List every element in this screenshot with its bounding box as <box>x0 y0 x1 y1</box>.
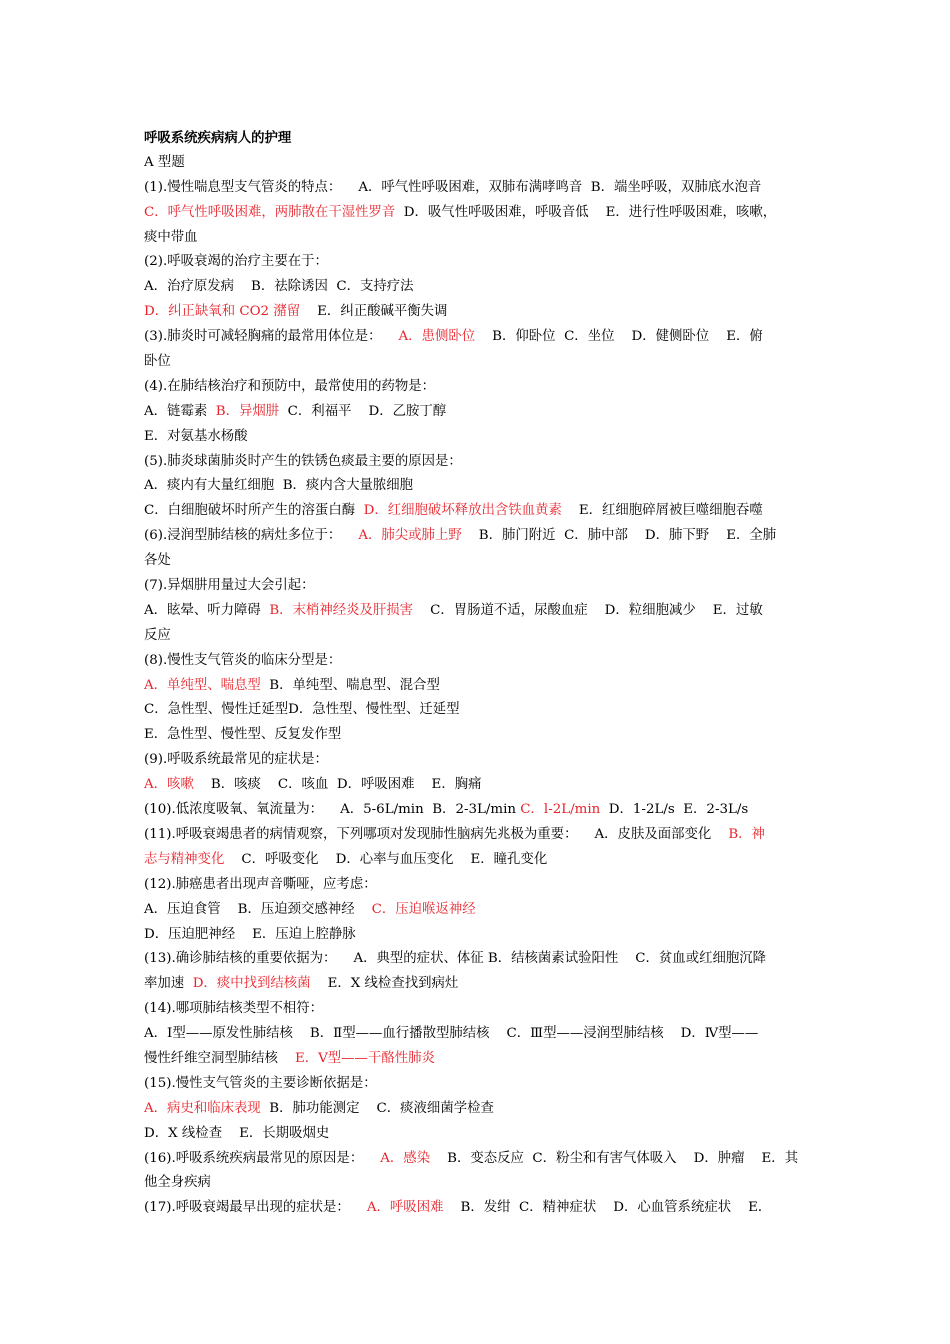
answer-highlight: 志与精神变化 <box>144 851 225 867</box>
question-list <box>144 176 816 1221</box>
text-line <box>144 1022 816 1047</box>
line-text-rest: B．发绀 C．精神症状 D．心血管系统症状 E． <box>443 1200 772 1216</box>
text-line <box>144 1072 816 1097</box>
line-text: A．眩晕、听力障碍 <box>144 602 270 618</box>
answer-highlight: E．Ⅴ型——干酪性肺炎 <box>294 1050 435 1066</box>
text-line <box>144 425 816 450</box>
line-text: (2).呼吸衰竭的治疗主要在于： <box>144 254 328 270</box>
text-line <box>144 300 816 325</box>
answer-highlight: D．纠正缺氧和 CO2 潴留 <box>144 304 301 320</box>
text-line <box>144 599 816 624</box>
line-text: (1).慢性喘息型支气管炎的特点： A．呼气性呼吸困难，双肺布满哮鸣音 B．端坐呼吸，双肺底水泡音 <box>144 179 762 195</box>
line-text: A．治疗原发病 B．祛除诱因 C．支持疗法 <box>144 279 414 295</box>
text-line <box>144 848 816 873</box>
line-text: B．肺功能测定 C．痰液细菌学检查 <box>260 1100 494 1116</box>
text-line <box>144 1097 816 1122</box>
line-text: (17).呼吸衰竭最早出现的症状是： <box>144 1200 367 1216</box>
line-text: E．对氨基水杨酸 <box>144 428 248 444</box>
text-line <box>144 375 816 400</box>
text-line <box>144 450 816 475</box>
answer-highlight: C．压迫喉返神经 <box>371 901 476 917</box>
answer-highlight: A．患侧卧位 <box>398 329 476 345</box>
line-text: E．急性型、慢性型、反复发作型 <box>144 727 342 743</box>
text-line <box>144 275 816 300</box>
answer-highlight: A．咳嗽 <box>144 777 194 793</box>
text-line <box>144 698 816 723</box>
text-line <box>144 624 816 649</box>
line-text: (4).在肺结核治疗和预防中，最常使用的药物是： <box>144 378 436 394</box>
text-line <box>144 325 816 350</box>
text-line <box>144 201 816 226</box>
line-text: (10).低浓度吸氧、氧流量为： A．5-6L/min B．2-3L/min <box>144 802 521 818</box>
answer-highlight: A．感染 <box>380 1150 431 1166</box>
document-page <box>144 126 816 1221</box>
line-text: 卧位 <box>144 354 171 370</box>
text-line <box>144 474 816 499</box>
line-text: (3).肺炎时可减轻胸痛的最常用体位是： <box>144 329 399 345</box>
line-text: (12).肺癌患者出现声音嘶哑，应考虑： <box>144 876 377 892</box>
line-text-rest: B．变态反应 C．粉尘和有害气体吸入 D．肿瘤 E．其 <box>430 1150 799 1166</box>
text-line <box>144 574 816 599</box>
text-line <box>144 947 816 972</box>
text-line <box>144 499 816 524</box>
text-line <box>144 748 816 773</box>
line-text: 反应 <box>144 627 171 643</box>
answer-highlight: C．呼气性呼吸困难，两肺散在干湿性罗音 <box>144 204 396 220</box>
answer-highlight: B．神 <box>728 826 765 842</box>
text-line <box>144 649 816 674</box>
answer-highlight: A．肺尖或肺上野 <box>358 528 462 544</box>
line-text: (9).呼吸系统最常见的症状是： <box>144 752 328 768</box>
answer-highlight: A．病史和临床表现 <box>144 1100 261 1116</box>
line-text-rest: C．利福平 D．乙胺丁醇 <box>279 403 447 419</box>
answer-highlight: A．呼吸困难 <box>366 1200 444 1216</box>
line-text: D．压迫肥神经 E．压迫上腔静脉 <box>144 926 356 942</box>
answer-highlight: B．末梢神经炎及肝损害 <box>269 602 414 618</box>
text-line <box>144 226 816 251</box>
text-line <box>144 549 816 574</box>
line-text: (16).呼吸系统疾病最常见的原因是： <box>144 1150 381 1166</box>
text-line <box>144 1122 816 1147</box>
text-line <box>144 972 816 997</box>
text-line <box>144 898 816 923</box>
text-line <box>144 997 816 1022</box>
line-text-rest: B．肺门附近 C．肺中部 D．肺下野 E．全肺 <box>461 528 777 544</box>
line-text-rest: E．红细胞碎屑被巨噬细胞吞噬 <box>561 503 763 519</box>
line-text-rest: B．仰卧位 C．坐位 D．健侧卧位 E．俯 <box>475 329 763 345</box>
line-text: 他全身疾病 <box>144 1175 211 1191</box>
text-line <box>144 1147 816 1172</box>
line-text: A．痰内有大量红细胞 B．痰内含大量脓细胞 <box>144 478 414 494</box>
line-text: (13).确诊肺结核的重要依据为： A．典型的症状、体征 B．结核菌素试验阳性 C．贫血或红细胞沉降 <box>144 951 767 967</box>
text-line <box>144 1047 816 1072</box>
line-text: 率加速 <box>144 976 193 992</box>
text-line <box>144 674 816 699</box>
answer-highlight: D．红细胞破坏释放出含铁血黄素 <box>363 503 562 519</box>
line-text: C．呼吸变化 D．心率与血压变化 E．瞳孔变化 <box>224 851 548 867</box>
line-text: D．吸气性呼吸困难，呼吸音低 E．进行性呼吸困难，咳嗽， <box>395 204 777 220</box>
line-text: 各处 <box>144 553 171 569</box>
line-text: E．纠正酸碱平衡失调 <box>300 304 448 320</box>
line-text: 慢性纤维空洞型肺结核 <box>144 1050 295 1066</box>
line-text: B．单纯型、喘息型、混合型 <box>260 677 440 693</box>
text-line <box>144 250 816 275</box>
text-line <box>144 400 816 425</box>
line-text: A．链霉素 <box>144 403 216 419</box>
text-line <box>144 723 816 748</box>
line-text: A．压迫食管 B．压迫颈交感神经 <box>144 901 372 917</box>
section-heading: A 型题 <box>144 154 185 170</box>
line-text: B．咳痰 C．咳血 D．呼吸困难 E．胸痛 <box>193 777 482 793</box>
line-text-rest: E．X 线检查找到病灶 <box>310 976 459 992</box>
text-line <box>144 773 816 798</box>
line-text: (7).异烟肼用量过大会引起： <box>144 578 315 594</box>
line-text-rest: D．1-2L/s E．2-3L/s <box>600 802 749 818</box>
line-text: (14).哪项肺结核类型不相符： <box>144 1001 324 1017</box>
line-text: (5).肺炎球菌肺炎时产生的铁锈色痰最主要的原因是： <box>144 453 462 469</box>
answer-highlight: C．l-2L/min <box>520 802 601 818</box>
text-line <box>144 176 816 201</box>
line-text: C．急性型、慢性迁延型D．急性型、慢性型、迁延型 <box>144 702 460 718</box>
line-text: 痰中带血 <box>144 229 198 245</box>
document-title: 呼吸系统疾病病人的护理 <box>144 130 292 146</box>
line-text: (11).呼吸衰竭患者的病情观察，下列哪项对发现肺性脑病先兆极为重要： A．皮肤及面部变化 <box>144 826 729 842</box>
line-text-rest: C．胃肠道不适，尿酸血症 D．粒细胞减少 E．过敏 <box>413 602 763 618</box>
text-line <box>144 873 816 898</box>
line-text: (15).慢性支气管炎的主要诊断依据是： <box>144 1075 377 1091</box>
line-text: (8).慢性支气管炎的临床分型是： <box>144 652 342 668</box>
text-line <box>144 823 816 848</box>
line-text: D．X 线检查 E．长期吸烟史 <box>144 1125 330 1141</box>
line-text: (6).浸润型肺结核的病灶多位于： <box>144 528 359 544</box>
line-text: A．Ⅰ型——原发性肺结核 B．Ⅱ型——血行播散型肺结核 C．Ⅲ型——浸润型肺结核 D．Ⅳ型—— <box>144 1026 759 1042</box>
text-line <box>144 923 816 948</box>
text-line <box>144 524 816 549</box>
text-line <box>144 1196 816 1221</box>
line-text: C．白细胞破坏时所产生的溶蛋白酶 <box>144 503 364 519</box>
answer-highlight: A．单纯型、喘息型 <box>144 677 261 693</box>
text-line <box>144 1171 816 1196</box>
answer-highlight: D．痰中找到结核菌 <box>192 976 311 992</box>
answer-highlight: B．异烟肼 <box>215 403 280 419</box>
text-line <box>144 798 816 823</box>
text-line <box>144 350 816 375</box>
